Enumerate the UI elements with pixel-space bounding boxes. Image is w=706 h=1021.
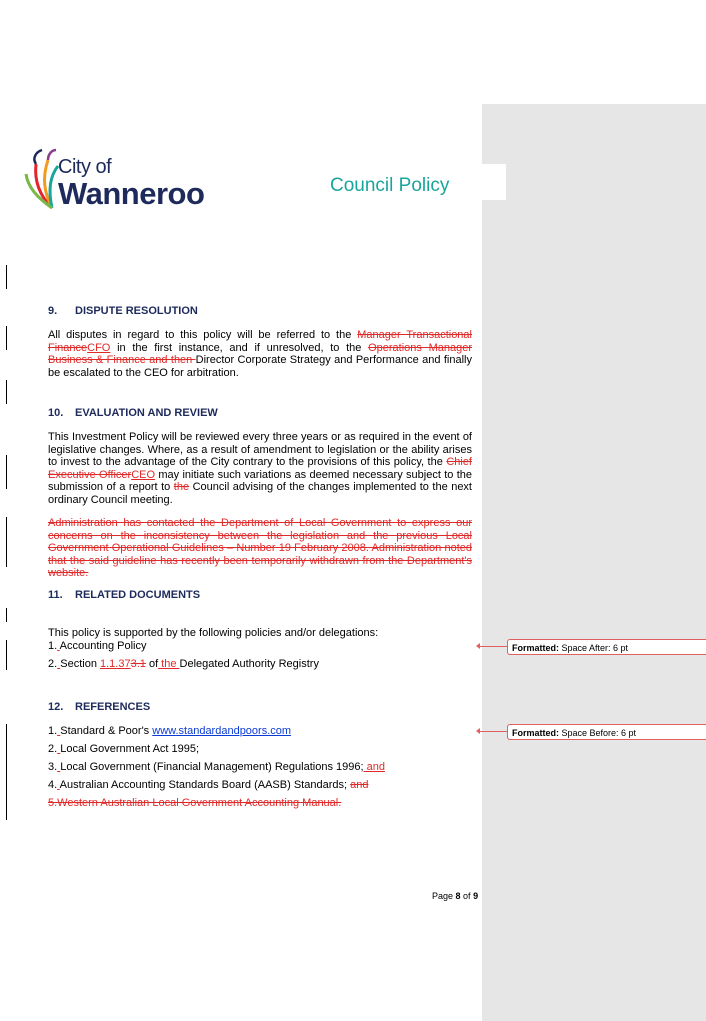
paragraph: All disputes in regard to this policy will be referred to the Manager Transactional FinanceCFO in the first instance, and if unresolved, to the Operations Manager Business & Finance and then Director Corporate Strategy and Performance and finally be escalated to the CEO for arbitration.	[48, 329, 472, 379]
formatting-comment[interactable]: Formatted: Space Before: 6 pt	[507, 724, 706, 740]
city-of-wanneroo-logo	[22, 146, 212, 212]
tracked-deletion: 3.1	[130, 658, 146, 670]
comment-pane	[482, 104, 706, 1021]
tracked-insertion: CFO	[87, 341, 111, 354]
change-bar	[6, 724, 7, 820]
tracked-deletion: and	[350, 779, 369, 791]
section-heading: 10. EVALUATION AND REVIEW	[48, 407, 218, 419]
standardandpoors-link[interactable]: www.standardandpoors.com	[152, 725, 292, 737]
list-item: 3. Local Government (Financial Management) Regulations 1996; and	[48, 761, 385, 773]
list-item: 4. Australian Accounting Standards Board (AASB) Standards; and	[48, 779, 369, 791]
list-item: 2. Local Government Act 1995;	[48, 743, 200, 755]
list-item: 1. Standard & Poor's www.standardandpoors.com	[48, 725, 292, 737]
tracked-deletion: Chief Executive Officer	[48, 456, 472, 481]
logo-text-big: Wanneroo	[58, 176, 205, 211]
change-bar	[6, 326, 7, 350]
change-bar	[6, 608, 7, 622]
change-bar	[6, 265, 7, 289]
tracked-insertion: and	[363, 761, 385, 773]
logo-text-small: City of	[58, 156, 112, 178]
list-item: 1. Accounting Policy	[48, 640, 147, 652]
page-title: Council Policy	[330, 175, 450, 196]
deleted-paragraph: Administration has contacted the Department of Local Government to express our concerns on the inconsistency between the legislation and the previous Local Government Operational Guidelines – Number 19 February 2008. Administration noted that the said guideline has recently been temporarily withdrawn from the Department's website.	[48, 517, 472, 579]
section-heading: 9. DISPUTE RESOLUTION	[48, 305, 198, 317]
logo-swirl-icon	[22, 146, 62, 212]
tracked-insertion: CEO	[131, 468, 156, 481]
change-bar	[6, 455, 7, 489]
change-bar	[6, 640, 7, 670]
formatting-comment[interactable]: Formatted: Space After: 6 pt	[507, 639, 706, 655]
tracked-insertion: the	[158, 658, 180, 670]
comment-connector	[480, 731, 507, 732]
deleted-list-item: 5.Western Australian Local Government Accounting Manual.	[48, 797, 342, 809]
list-item: 2. Section 1.1.373.1 of the Delegated Authority Registry	[48, 658, 319, 670]
tracked-deletion: the	[173, 481, 190, 493]
change-bar	[6, 517, 7, 567]
comment-connector	[480, 646, 507, 647]
paragraph: This policy is supported by the following policies and/or delegations:	[48, 627, 379, 639]
tracked-deletion: Operations Manager Business & Finance and then	[48, 341, 472, 366]
page-number: Page 8 of 9	[432, 891, 479, 901]
header-area	[482, 164, 506, 200]
section-heading: 11. RELATED DOCUMENTS	[48, 589, 201, 601]
change-bar	[6, 380, 7, 404]
paragraph: This Investment Policy will be reviewed every three years or as required in the event of legislative changes. Where, as a result of amendment to legislation or the ability arises to invest to the advantage of the City contrary to the provisions of this policy, the Chief Executive OfficerCEO may initiate such variations as deemed necessary subject to the submission of a report to the Council advising of the changes implemented to the next ordinary Council meeting.	[48, 431, 472, 506]
tracked-deletion: Manager Transactional Finance	[48, 329, 472, 354]
tracked-insertion: 1.1.37	[100, 658, 131, 670]
section-heading: 12. REFERENCES	[48, 701, 151, 713]
